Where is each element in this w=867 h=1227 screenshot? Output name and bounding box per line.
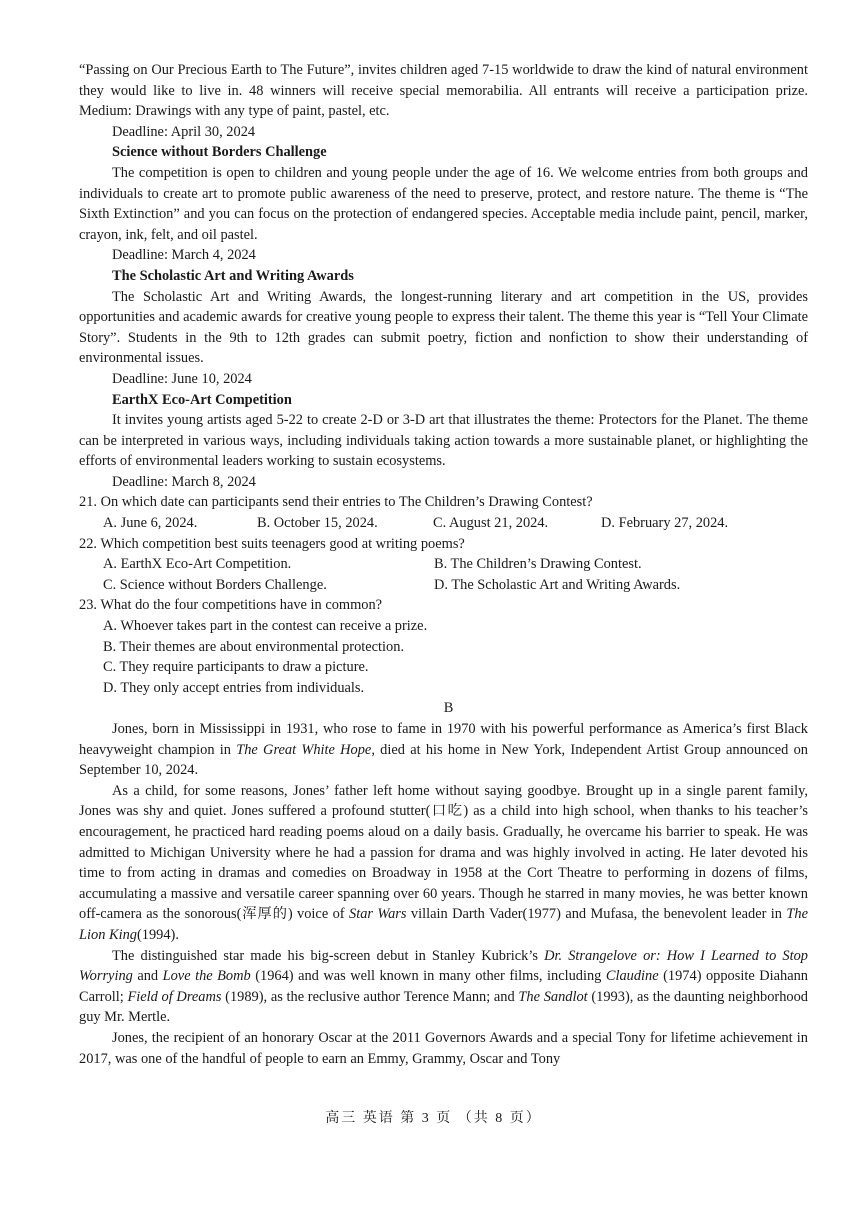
heading-science-without-borders: Science without Borders Challenge [112,144,327,161]
question-21-stem: 21. On which date can participants send their entries to The Children’s Drawing Contest? [79,494,593,511]
body-earthx: It invites young artists aged 5-22 to create 2-D or 3-D art that illustrates the theme: Protectors for the Planet. The theme can be interpreted in various ways, including individuals taking action towards a more sustainable planet, or highlighting the efforts of environmental leaders working to sustain ecosystems. [79,412,808,470]
question-22-stem: 22. Which competition best suits teenagers good at writing poems? [79,535,465,552]
question-23-option-b: B. Their themes are about environmental protection. [103,638,405,655]
passage-b-paragraph-1: Jones, born in Mississippi in 1931, who rose to fame in 1970 with his powerful performance as America’s first Black heavyweight champion in The Great White Hope, died at his home in New York, Independent Artist Group announced on September 10, 2024. [79,721,808,779]
film-title: Dr. Strangelove or: How I Learned to Stop Worrying [79,947,808,985]
film-title: The Sandlot [518,988,588,1005]
question-23-option-c: C. They require participants to draw a picture. [103,659,369,676]
passage-b-paragraph-3: The distinguished star made his big-screen debut in Stanley Kubrick’s Dr. Strangelove or: How I Learned to Stop Worrying and Love the Bomb (1964) and was well known in many other films, including Claudine (1974) opposite Diahann Carroll; Field of Dreams (1989), as the reclusive author Terence Mann; and The Sandlot (1993), as the daunting neighborhood guy Mr. Mertle. [79,947,808,1026]
passage-b-paragraph-4: Jones, the recipient of an honorary Oscar at the 2011 Governors Awards and a special Tony for lifetime achievement in 2017, was one of the handful of people to earn an Emmy, Grammy, Oscar and Tony [79,1029,808,1067]
question-22-option-b: B. The Children’s Drawing Contest. [434,556,642,573]
question-22-option-a: A. EarthX Eco-Art Competition. [103,556,292,573]
passage-b-paragraph-2: As a child, for some reasons, Jones’ father left home without saying goodbye. Brought up in a single parent family, Jones was shy and quiet. Jones suffered a profound stutter(口吃) as a child into high school, when thanks to his teacher’s encouragement, he practiced hard reading poems aloud on a daily basis. Gradually, he overcame his barrier to speak. He was admitted to Michigan University where he had a passion for drama and was highly involved in acting. He later devoted his time to from acting in dramas and comedies on Broadway in 1958 at the Cort Theatre to performing in dozens of films, accumulating a massive and versatile career spanning over 60 years. Though he starred in many movies, he was better known off-camera as the sonorous(浑厚的) voice of Star Wars villain Darth Vader(1977) and Mufasa, the benevolent leader in The Lion King(1994). [79,782,808,943]
film-title: The Lion King [79,906,808,943]
question-23-option-d: D. They only accept entries from individuals. [103,679,365,696]
section-b-letter: B [443,700,454,717]
deadline-science-without-borders: Deadline: March 4, 2024 [112,247,256,264]
body-scholastic-awards: The Scholastic Art and Writing Awards, the longest-running literary and art competition in the US, provides opportunities and academic awards for creative young people to express their talent. The theme this year is “Tell Your Climate Story”. Students in the 9th to 12th grades can submit poetry, fiction and nonfiction to show their understanding of environmental issues. [79,288,808,367]
passage-b [79,719,808,1069]
question-22-option-d: D. The Scholastic Art and Writing Awards. [434,576,681,593]
body-science-without-borders: The competition is open to children and young people under the age of 16. We welcome entries from both groups and individuals to create art to promote public awareness of the need to preserve, protect, and restore nature. The theme is “The Sixth Extinction” and you can focus on the protection of endangered species. Acceptable media include paint, pencil, marker, crayon, ink, felt, and oil pastel. [79,164,808,243]
question-21-option-b: B. October 15, 2024. [257,515,378,532]
film-title: Star Wars [349,906,407,923]
question-22-options [79,554,808,595]
deadline-drawing-contest: Deadline: April 30, 2024 [112,123,256,140]
film-title: Field of Dreams [127,988,222,1005]
question-23-stem: 23. What do the four competitions have in common? [79,597,383,614]
contest-intro: “Passing on Our Precious Earth to The Future”, invites children aged 7-15 worldwide to draw the kind of natural environment they would like to live in. 48 winners will receive special memorabilia. All entrants will receive a participation prize. Medium: Drawings with any type of paint, pastel, etc. [79,62,808,120]
heading-earthx: EarthX Eco-Art Competition [112,391,292,408]
deadline-earthx: Deadline: March 8, 2024 [112,473,256,490]
deadline-scholastic-awards: Deadline: June 10, 2024 [112,370,252,387]
question-21-option-c: C. August 21, 2024. [433,515,549,532]
question-21-option-a: A. June 6, 2024. [103,515,198,532]
film-title: Love the Bomb [162,968,251,985]
page-content [79,60,808,1069]
film-title: The Great White Hope [236,741,372,758]
question-23-option-a: A. Whoever takes part in the contest can receive a prize. [103,618,428,635]
film-title: Claudine [605,968,659,985]
heading-scholastic-awards: The Scholastic Art and Writing Awards [112,267,354,284]
question-22-option-c: C. Science without Borders Challenge. [103,576,327,593]
question-23-options [79,616,808,698]
question-21-options [79,513,808,534]
question-21-option-d: D. February 27, 2024. [601,515,729,532]
page-footer: 高三 英语 第 3 页 （共 8 页） [325,1111,542,1126]
